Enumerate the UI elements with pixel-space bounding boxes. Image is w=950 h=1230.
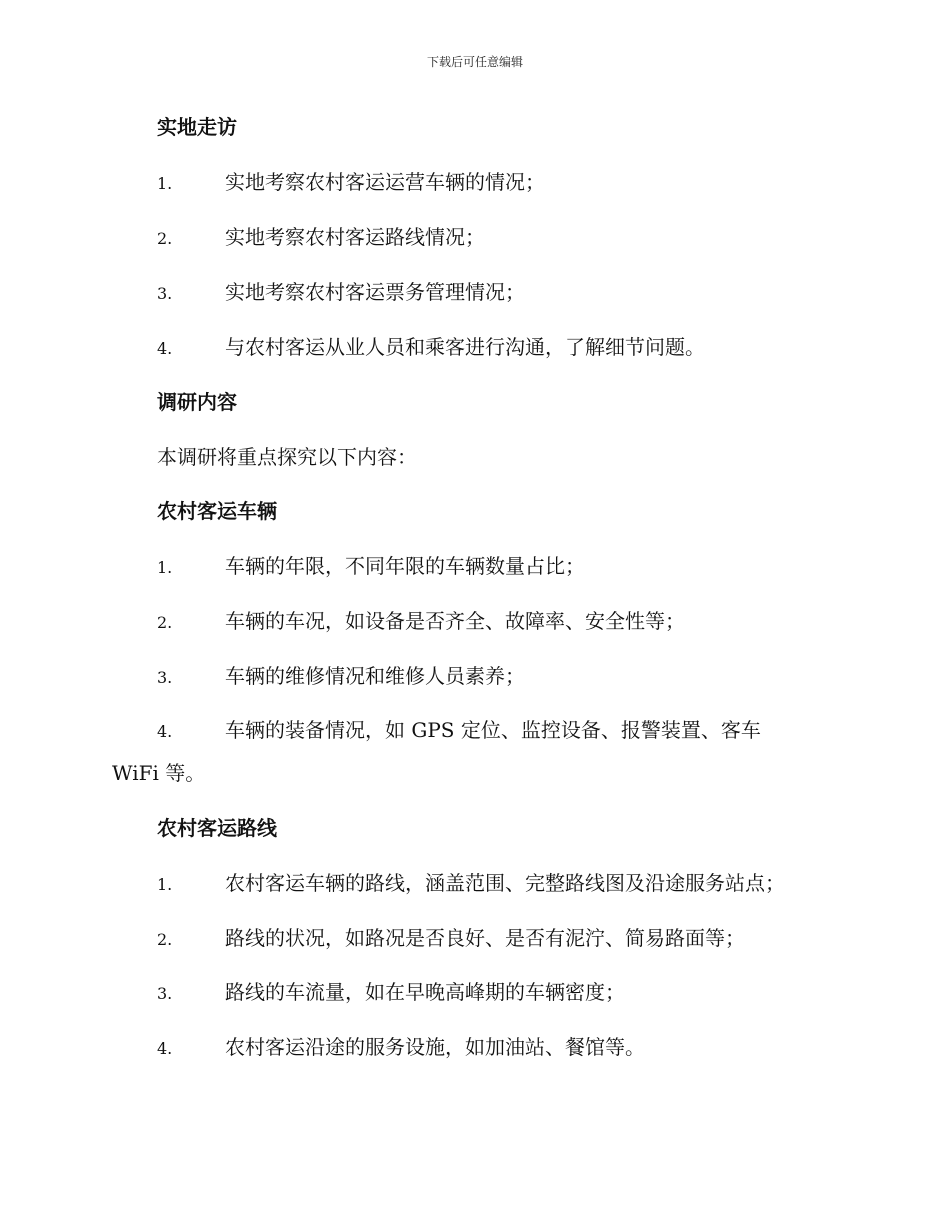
page-header: 下载后可任意编辑 <box>426 55 523 69</box>
section-title: 实地走访 <box>157 115 237 139</box>
list-number: 1. <box>157 875 173 894</box>
list-number: 2. <box>157 229 173 248</box>
list-text: 车辆的维修情况和维修人员素养； <box>225 664 525 688</box>
list-text: 车辆的年限，不同年限的车辆数量占比； <box>225 554 585 578</box>
paragraph-text: 本调研将重点探究以下内容： <box>157 445 417 469</box>
list-text: 与农村客运从业人员和乘客进行沟通，了解细节问题。 <box>225 335 705 359</box>
list-text: 实地考察农村客运票务管理情况； <box>225 280 525 304</box>
list-text: 车辆的装备情况，如 GPS 定位、监控设备、报警装置、客车 <box>225 718 761 742</box>
list-text: 实地考察农村客运运营车辆的情况； <box>225 170 545 194</box>
list-text: 路线的状况，如路况是否良好、是否有泥泞、简易路面等； <box>225 926 745 950</box>
list-number: 1. <box>157 174 173 193</box>
list-number: 3. <box>157 284 173 303</box>
list-number: 2. <box>157 930 173 949</box>
section-title: 调研内容 <box>157 390 237 414</box>
list-text-continuation: WiFi 等。 <box>112 761 206 785</box>
list-number: 4. <box>157 722 173 741</box>
list-number: 3. <box>157 668 173 687</box>
list-number: 1. <box>157 558 173 577</box>
list-text: 车辆的车况，如设备是否齐全、故障率、安全性等； <box>225 609 685 633</box>
section-title: 农村客运路线 <box>157 816 277 840</box>
list-number: 4. <box>157 1039 173 1058</box>
list-text: 农村客运车辆的路线，涵盖范围、完整路线图及沿途服务站点； <box>225 871 785 895</box>
list-number: 2. <box>157 613 173 632</box>
list-text: 路线的车流量，如在早晚高峰期的车辆密度； <box>225 980 625 1004</box>
list-text: 实地考察农村客运路线情况； <box>225 225 485 249</box>
list-number: 3. <box>157 984 173 1003</box>
list-text: 农村客运沿途的服务设施，如加油站、餐馆等。 <box>225 1035 645 1059</box>
section-title: 农村客运车辆 <box>157 499 277 523</box>
list-number: 4. <box>157 339 173 358</box>
